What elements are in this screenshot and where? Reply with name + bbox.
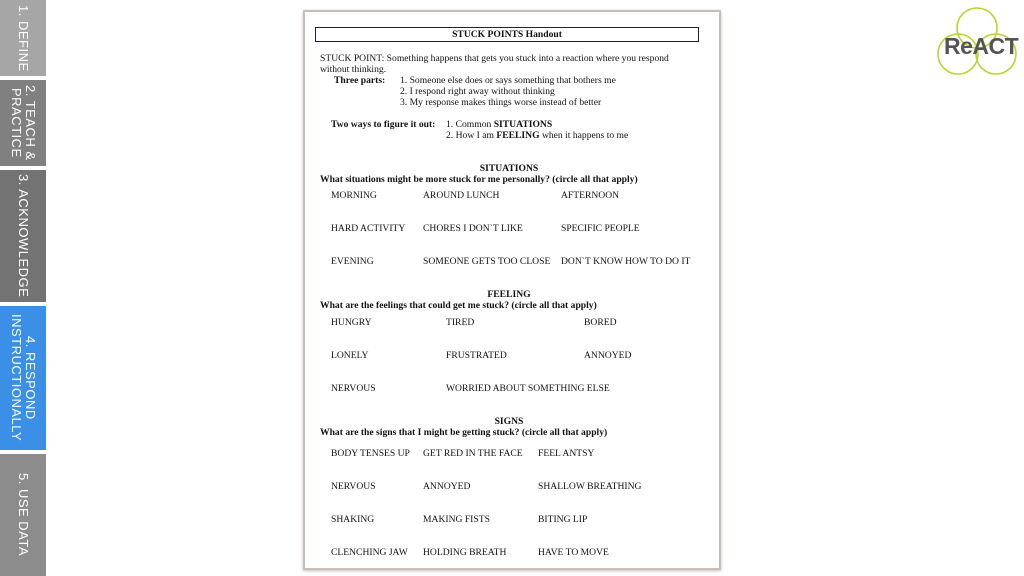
sign-item[interactable]: SHAKING bbox=[331, 514, 375, 525]
tab-acknowledge[interactable] bbox=[0, 170, 46, 302]
sign-item[interactable]: BITING LIP bbox=[538, 514, 588, 525]
feeling-item[interactable]: HUNGRY bbox=[331, 317, 372, 328]
two-ways-label: Two ways to figure it out: bbox=[331, 119, 436, 130]
way-2-prefix: 2. How I am bbox=[446, 130, 497, 141]
situation-item[interactable]: AROUND LUNCH bbox=[423, 190, 500, 201]
feeling-item[interactable]: BORED bbox=[584, 317, 617, 328]
sign-item[interactable]: HOLDING BREATH bbox=[423, 547, 507, 558]
sign-item[interactable]: NERVOUS bbox=[331, 481, 376, 492]
feeling-item[interactable]: LONELY bbox=[331, 350, 369, 361]
way-1 bbox=[446, 119, 552, 130]
part-3: 3. My response makes things worse instead of better bbox=[400, 97, 602, 108]
way-2-bold: FEELING bbox=[496, 130, 540, 141]
way-1-bold: SITUATIONS bbox=[493, 119, 553, 130]
situation-item[interactable]: SPECIFIC PEOPLE bbox=[561, 223, 640, 234]
signs-question: What are the signs that I might be getting stuck? (circle all that apply) bbox=[320, 427, 608, 438]
feeling-item[interactable]: NERVOUS bbox=[331, 383, 376, 394]
way-1-prefix: 1. Common bbox=[446, 119, 494, 130]
sign-item[interactable]: CLENCHING JAW bbox=[331, 547, 408, 558]
feeling-item[interactable]: FRUSTRATED bbox=[446, 350, 507, 361]
way-2-suffix: when it happens to me bbox=[539, 130, 629, 141]
feeling-item[interactable]: WORRIED ABOUT SOMETHING ELSE bbox=[446, 383, 610, 394]
sign-item[interactable]: ANNOYED bbox=[423, 481, 471, 492]
situation-item[interactable]: EVENING bbox=[331, 256, 374, 267]
situation-item[interactable]: AFTERNOON bbox=[561, 190, 620, 201]
feeling-question: What are the feelings that could get me stuck? (circle all that apply) bbox=[320, 300, 597, 311]
tab-define-label: 1. DEFINE bbox=[16, 4, 31, 72]
logo-text: ReACT bbox=[944, 33, 1019, 59]
tab-respond-instructionally[interactable] bbox=[0, 306, 46, 450]
situation-item[interactable]: DON`T KNOW HOW TO DO IT bbox=[561, 256, 691, 267]
tab-teach-practice-label: 2. TEACH & PRACTICE bbox=[9, 85, 38, 161]
feeling-title: FEELING bbox=[487, 289, 531, 300]
tab-acknowledge-label: 3. ACKNOWLEDGE bbox=[16, 174, 31, 298]
situations-question: What situations might be more stuck for me personally? (circle all that apply) bbox=[320, 174, 638, 185]
sign-item[interactable]: FEEL ANTSY bbox=[538, 448, 595, 459]
tab-use-data[interactable] bbox=[0, 454, 46, 576]
sign-item[interactable]: MAKING FISTS bbox=[423, 514, 490, 525]
sign-item[interactable]: BODY TENSES UP bbox=[331, 448, 410, 459]
way-2 bbox=[446, 130, 628, 141]
feeling-item[interactable]: TIRED bbox=[446, 317, 475, 328]
definition-line-1: STUCK POINT: Something happens that gets you stuck into a reaction where you respond bbox=[320, 53, 669, 64]
situation-item[interactable]: SOMEONE GETS TOO CLOSE bbox=[423, 256, 551, 267]
definition-line-2: without thinking. bbox=[320, 64, 387, 75]
sign-item[interactable]: GET RED IN THE FACE bbox=[423, 448, 523, 459]
situation-item[interactable]: CHORES I DON`T LIKE bbox=[423, 223, 523, 234]
three-parts-label: Three parts: bbox=[334, 75, 386, 86]
situations-title: SITUATIONS bbox=[479, 163, 539, 174]
situation-item[interactable]: MORNING bbox=[331, 190, 377, 201]
part-2: 2. I respond right away without thinking bbox=[400, 86, 555, 97]
tab-define[interactable] bbox=[0, 0, 46, 76]
tab-use-data-label: 5. USE DATA bbox=[16, 473, 31, 557]
situation-item[interactable]: HARD ACTIVITY bbox=[331, 223, 406, 234]
handout-document bbox=[303, 10, 721, 570]
signs-title: SIGNS bbox=[494, 416, 524, 427]
tab-teach-practice[interactable] bbox=[0, 80, 46, 166]
feeling-item[interactable]: ANNOYED bbox=[584, 350, 632, 361]
sign-item[interactable]: SHALLOW BREATHING bbox=[538, 481, 642, 492]
handout-title: STUCK POINTS Handout bbox=[315, 27, 699, 42]
sign-item[interactable]: HAVE TO MOVE bbox=[538, 547, 609, 558]
part-1: 1. Someone else does or says something that bothers me bbox=[400, 75, 616, 86]
tab-respond-instructionally-label: 4. RESPOND INSTRUCTIONALLY bbox=[9, 314, 38, 442]
